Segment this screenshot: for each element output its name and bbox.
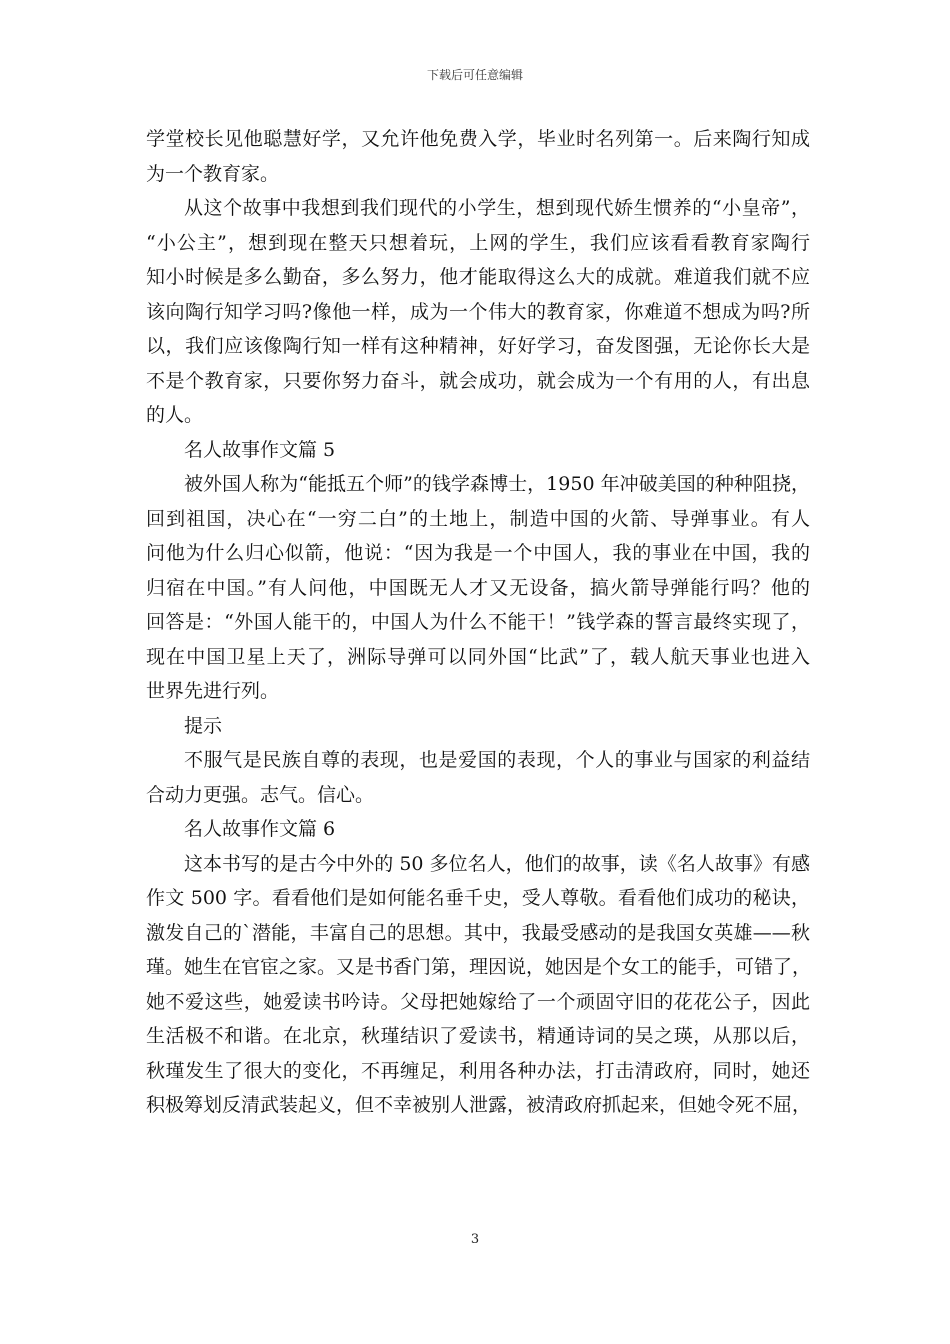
text-line: 知小时候是多么勤奋，多么努力，他才能取得这么大的成就。难道我们就不应 [146, 266, 810, 288]
text-line: 名人故事作文篇 5 [184, 438, 336, 461]
text-line: 问他为什么归心似箭，他说：“因为我是一个中国人，我的事业在中国，我的 [146, 542, 810, 564]
page-number: 3 [470, 1232, 480, 1247]
text-line: 瑾。她生在官宦之家。又是书香门第，理因说，她因是个女工的能手，可错了， [146, 956, 812, 978]
text-line: 现在中国卫星上天了，洲际导弹可以同外国“比武”了，载人航天事业也进入 [146, 645, 810, 668]
text-line: 从这个故事中我想到我们现代的小学生，想到现代娇生惯养的“小皇帝”， [184, 197, 810, 219]
text-line: 归宿在中国。”有人问他，中国既无人才又无设备，搞火箭导弹能行吗？他的 [146, 576, 810, 599]
text-line: 提示 [184, 714, 223, 737]
text-line: 的人。 [146, 404, 204, 426]
text-line: 这本书写的是古今中外的 50 多位名人，他们的故事，读《名人故事》有感 [184, 852, 810, 875]
text-line: 为一个教育家。 [146, 162, 280, 185]
document-body [146, 122, 810, 1123]
text-line: 回答是：“外国人能干的，中国人为什么不能干！”钱学森的誓言最终实现了， [146, 611, 810, 633]
text-line: 回到祖国，决心在“一穷二白”的土地上，制造中国的火箭、导弹事业。有人 [146, 507, 810, 530]
text-line: “小公主”，想到现在整天只想着玩，上网的学生，我们应该看看教育家陶行 [146, 231, 810, 254]
text-line: 被外国人称为“能抵五个师”的钱学森博士，1950 年冲破美国的种种阻挠， [184, 473, 810, 495]
text-line: 激发自己的`潜能，丰富自己的思想。其中，我最受感动的是我国女英雄——秋 [146, 921, 810, 944]
text-line: 生活极不和谐。在北京，秋瑾结识了爱读书，精通诗词的吴之瑛，从那以后， [146, 1025, 810, 1047]
text-line: 以，我们应该像陶行知一样有这种精神，好好学习，奋发图强，无论你长大是 [146, 335, 810, 357]
text-line: 世界先进行列。 [146, 680, 280, 702]
text-line: 积极筹划反清武装起义，但不幸被别人泄露，被清政府抓起来，但她令死不屈， [146, 1094, 812, 1116]
text-line: 作文 500 字。看看他们是如何能名垂千史，受人尊敬。看看他们成功的秘诀， [146, 887, 810, 909]
text-line: 名人故事作文篇 6 [184, 818, 336, 840]
text-line: 不服气是民族自尊的表现，也是爱国的表现，个人的事业与国家的利益结 [184, 749, 810, 771]
text-line: 不是个教育家，只要你努力奋斗，就会成功，就会成为一个有用的人，有出息 [146, 369, 810, 392]
text-line: 合动力更强。志气。信心。 [146, 783, 375, 806]
text-line: 学堂校长见他聪慧好学，又允许他免费入学，毕业时名列第一。后来陶行知成 [146, 128, 810, 150]
text-line: 该向陶行知学习吗?像他一样，成为一个伟大的教育家，你难道不想成为吗?所 [146, 300, 810, 323]
text-line: 秋瑾发生了很大的变化，不再缠足，利用各种办法，打击清政府，同时，她还 [146, 1059, 810, 1082]
page-header: 下载后可任意编辑 [426, 68, 523, 82]
text-line: 她不爱这些，她爱读书吟诗。父母把她嫁给了一个顽固守旧的花花公子，因此 [146, 990, 810, 1013]
